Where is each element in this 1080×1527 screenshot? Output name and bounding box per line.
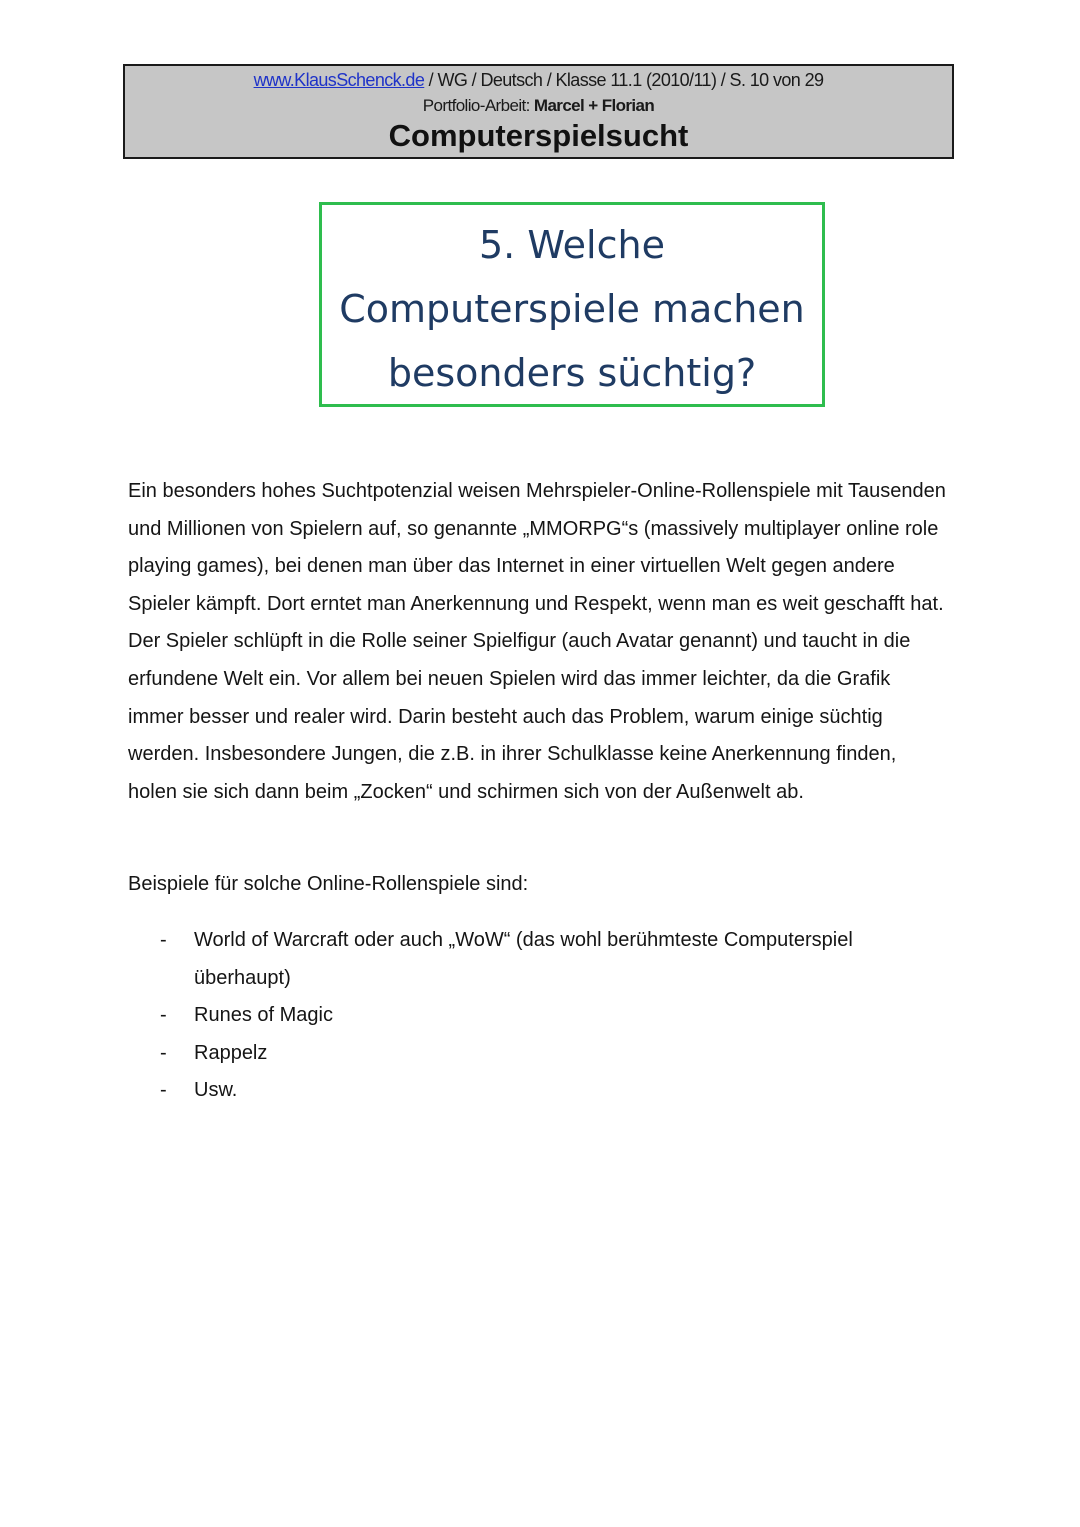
- list-bullet: -: [160, 1004, 167, 1027]
- body-paragraph: Ein besonders hohes Suchtpotenzial weisen Mehrspieler-Online-Rollenspiele mit Tausenden und Millionen von Spielern auf, so genannte „MMORPG“s (massively multiplayer online role playing games), bei denen man über das Internet in einer virtuellen Welt gegen andere Spieler kämpft. Dort erntet man Anerkennung und Respekt, wenn man es weit geschafft hat. Der Spieler schlüpft in die Rolle seiner Spielfigur (auch Avatar genannt) und taucht in die erfundene Welt ein. Vor allem bei neuen Spielen wird das immer leichter, da die Grafik immer besser und realer wird. Darin besteht auch das Problem, warum einige süchtig werden. Insbesondere Jungen, die z.B. in ihrer Schulklasse keine Anerkennung finden, holen sie sich dann beim „Zocken“ und schirmen sich von der Außenwelt ab.: [128, 480, 946, 803]
- portfolio-label: Portfolio-Arbeit:: [422, 96, 534, 115]
- list-bullet: -: [160, 929, 167, 951]
- section-heading: [319, 202, 825, 407]
- examples-intro: Beispiele für solche Online-Rollenspiele sind:: [128, 873, 529, 895]
- site-link[interactable]: www.KlausSchenck.de: [253, 70, 425, 90]
- authors: Marcel + Florian: [533, 96, 655, 115]
- list-item-text: Rappelz: [194, 1041, 268, 1064]
- section-heading-line-3: besonders süchtig?: [387, 351, 757, 395]
- list-bullet: -: [160, 1041, 167, 1064]
- list-item: [128, 997, 948, 1035]
- list-item: [128, 1035, 948, 1073]
- list-bullet: -: [160, 1079, 167, 1102]
- course-info: / WG / Deutsch / Klasse 11.1 (2010/11) / S. 10 von 29: [424, 70, 824, 90]
- examples-list: [128, 922, 948, 1110]
- list-item-text: Usw.: [194, 1079, 238, 1102]
- page-header: [123, 64, 954, 159]
- list-item: [128, 1072, 948, 1110]
- document-title: Computerspielsucht: [388, 118, 689, 153]
- section-heading-line-1: 5. Welche: [479, 223, 665, 267]
- list-item-text: World of Warcraft oder auch „WoW“ (das wohl berühmteste Computerspiel überhaupt): [194, 929, 853, 989]
- header-course-line: [125, 70, 952, 91]
- list-item: [128, 922, 948, 997]
- list-item-text: Runes of Magic: [194, 1004, 333, 1027]
- header-portfolio-line: [125, 96, 952, 116]
- section-heading-line-2: Computerspiele machen: [339, 287, 805, 331]
